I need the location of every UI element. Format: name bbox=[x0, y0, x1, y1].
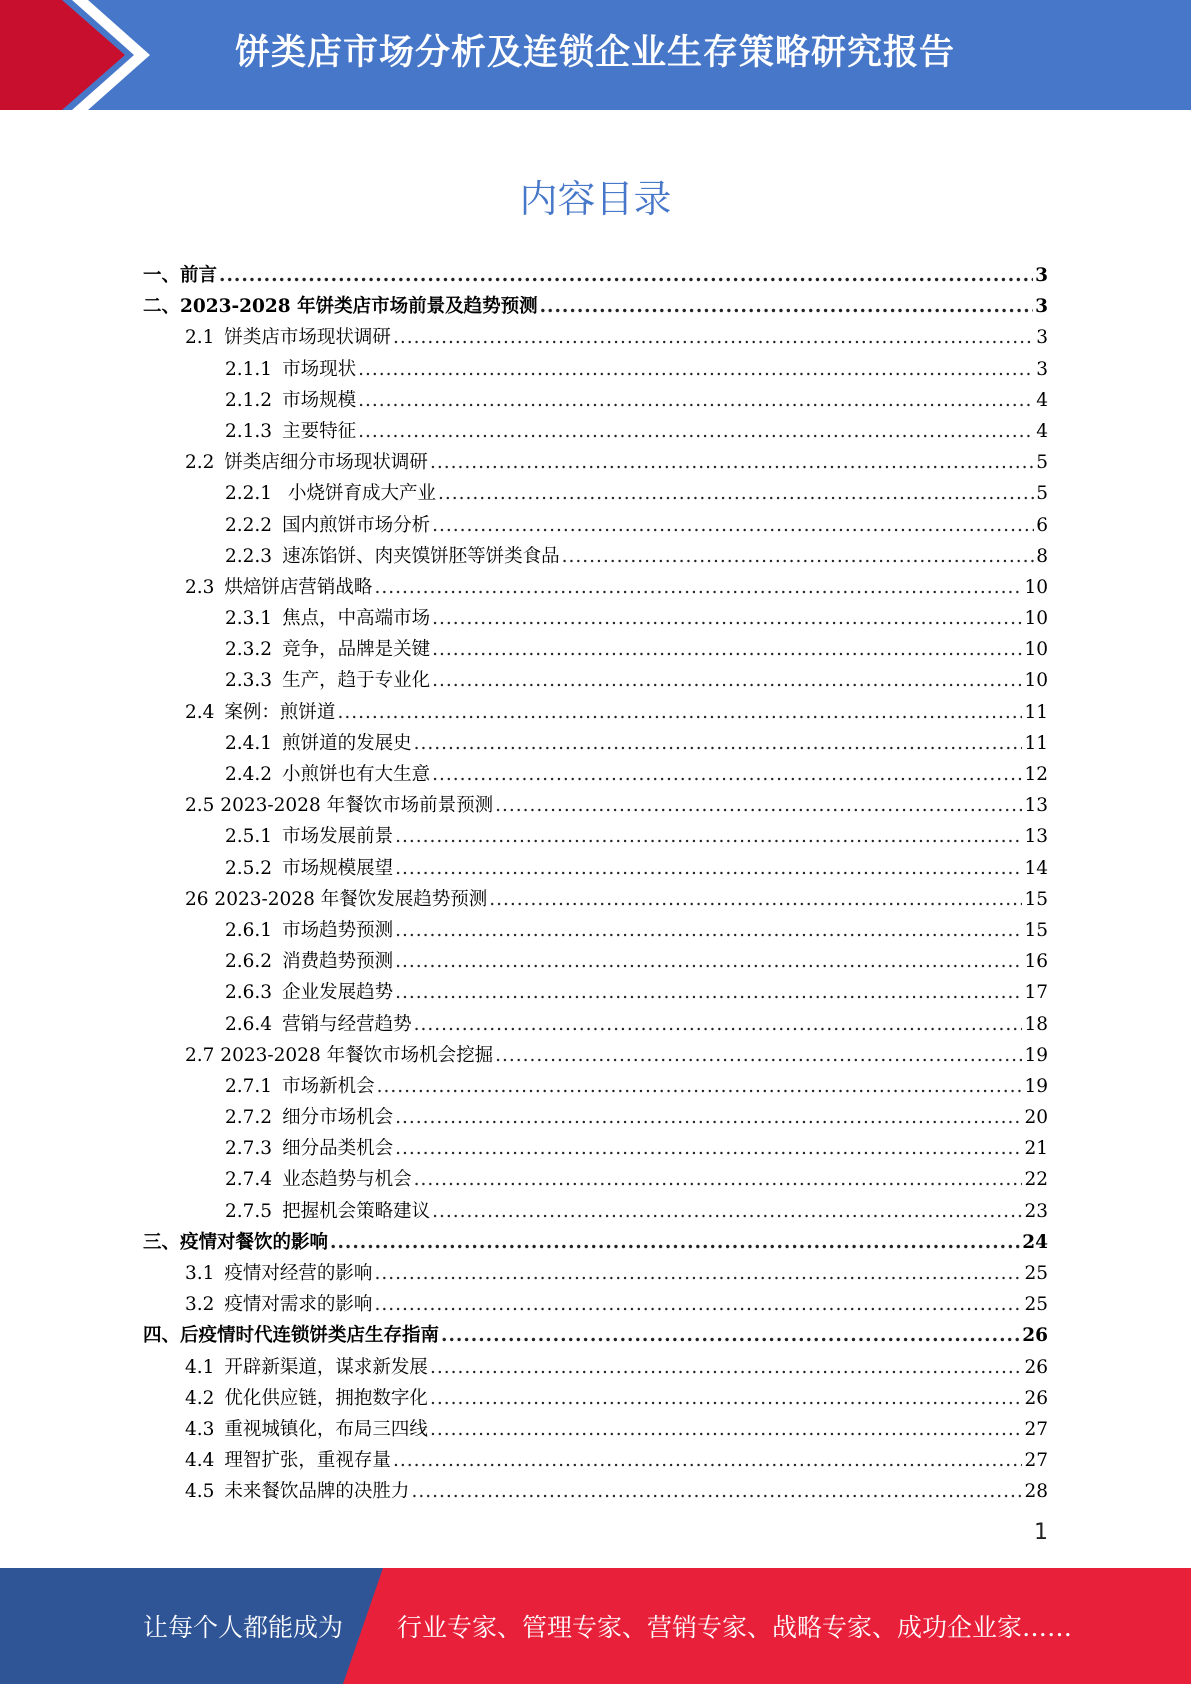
toc-dot-leader bbox=[330, 1232, 1020, 1253]
toc-entry-title bbox=[225, 760, 430, 786]
toc-entry-text: 市场新机会 bbox=[282, 1075, 375, 1097]
toc-entry-text: 市场规模 bbox=[282, 389, 357, 411]
toc-entry[interactable] bbox=[143, 1228, 1048, 1259]
toc-entry[interactable] bbox=[143, 1446, 1048, 1477]
toc-entry-title bbox=[185, 791, 493, 817]
toc-entry-title bbox=[225, 355, 356, 381]
toc-entry[interactable] bbox=[143, 822, 1048, 853]
toc-entry-number: 4.5 bbox=[185, 1481, 215, 1503]
toc-entry-number: 2.5.1 bbox=[225, 826, 273, 848]
toc-dot-leader bbox=[393, 327, 1034, 348]
toc-heading: 内容目录 bbox=[519, 177, 672, 221]
toc-dot-leader bbox=[358, 390, 1034, 411]
toc-entry-page: 19 bbox=[1024, 1075, 1048, 1097]
toc-entry-page: 19 bbox=[1024, 1044, 1048, 1066]
toc-entry-number: 2.7.5 bbox=[225, 1200, 273, 1222]
toc-entry-text: 26 2023-2028 年餐饮发展趋势预测 bbox=[185, 888, 488, 910]
toc-entry-title bbox=[185, 1446, 391, 1472]
toc-entry-text: 优化供应链，拥抱数字化 bbox=[224, 1387, 428, 1409]
toc-entry-title bbox=[185, 1290, 372, 1316]
toc-entry-number: 2.1.2 bbox=[225, 389, 273, 411]
toc-entry-title bbox=[185, 1259, 372, 1285]
toc-entry-text: 主要特征 bbox=[282, 420, 357, 442]
toc-entry-title bbox=[225, 417, 356, 443]
toc-entry-text: 焦点，中高端市场 bbox=[282, 608, 431, 630]
toc-entry-number: 2.6.2 bbox=[225, 951, 273, 973]
toc-entry-text: 市场趋势预测 bbox=[282, 919, 394, 941]
toc-entry-page: 21 bbox=[1024, 1138, 1048, 1160]
toc-entry-title bbox=[225, 666, 430, 692]
toc-entry-number: 2.2.1 bbox=[225, 483, 273, 505]
toc-dot-leader bbox=[438, 483, 1034, 504]
toc-entry-text: 开辟新渠道，谋求新发展 bbox=[224, 1356, 428, 1378]
toc-entry-number: 2.6.3 bbox=[225, 982, 273, 1004]
toc-entry-text: 细分品类机会 bbox=[282, 1138, 394, 1160]
toc-entry-page: 17 bbox=[1024, 982, 1048, 1004]
toc-entry-page: 26 bbox=[1024, 1387, 1048, 1409]
toc-entry-title bbox=[185, 323, 391, 349]
toc-entry-number: 2.5.2 bbox=[225, 857, 273, 879]
toc-entry[interactable] bbox=[143, 417, 1048, 448]
toc-entry-number: 2.3.3 bbox=[225, 670, 273, 692]
toc-dot-leader bbox=[414, 733, 1023, 754]
toc-dot-leader bbox=[540, 296, 1034, 317]
toc-entry-text: 二、2023-2028 年饼类店市场前景及趋势预测 bbox=[143, 296, 538, 318]
toc-entry-title bbox=[225, 947, 393, 973]
toc-dot-leader bbox=[562, 546, 1035, 567]
toc-entry[interactable] bbox=[143, 1134, 1048, 1165]
toc-entry[interactable] bbox=[143, 635, 1048, 666]
toc-entry[interactable] bbox=[143, 854, 1048, 885]
toc-entry-text: 把握机会策略建议 bbox=[282, 1200, 431, 1222]
toc-entry-title bbox=[225, 822, 393, 848]
toc-entry[interactable] bbox=[143, 1290, 1048, 1321]
toc-entry-title bbox=[225, 1103, 393, 1129]
toc-entry-number: 2.3 bbox=[185, 576, 215, 598]
toc-entry-page: 10 bbox=[1024, 608, 1048, 630]
toc-entry[interactable] bbox=[143, 261, 1048, 292]
toc-entry[interactable] bbox=[143, 1165, 1048, 1196]
toc-entry[interactable] bbox=[143, 760, 1048, 791]
toc-entry-title bbox=[143, 1228, 328, 1254]
toc-entry-title bbox=[185, 1353, 428, 1379]
footer-slogan-right: 行业专家、管理专家、营销专家、战略专家、成功企业家…… bbox=[397, 1613, 1073, 1642]
toc-entry-title bbox=[225, 854, 393, 880]
toc-entry-title bbox=[225, 978, 393, 1004]
toc-entry-text: 一、前言 bbox=[143, 265, 218, 286]
toc-entry-text: 案例：煎饼道 bbox=[224, 701, 336, 723]
toc-entry[interactable] bbox=[143, 292, 1048, 323]
toc-dot-leader bbox=[414, 1014, 1023, 1035]
footer-slogan-left: 让每个人都能成为 bbox=[143, 1613, 344, 1642]
toc-entry-number: 2.3.2 bbox=[225, 639, 273, 661]
toc-entry-title bbox=[185, 885, 487, 911]
toc-entry[interactable] bbox=[143, 1072, 1048, 1103]
toc-entry-page: 10 bbox=[1024, 670, 1048, 692]
toc-entry[interactable] bbox=[143, 448, 1048, 479]
toc-entry-number: 2.6.1 bbox=[225, 919, 273, 941]
toc-entry-number: 4.2 bbox=[185, 1387, 215, 1409]
toc-entry-text: 小煎饼也有大生意 bbox=[282, 764, 431, 785]
toc-entry-title bbox=[225, 916, 393, 942]
header-arrow-graphic bbox=[0, 0, 160, 110]
toc-entry-title bbox=[185, 573, 372, 599]
toc-entry-text: 饼类店市场现状调研 bbox=[224, 327, 391, 349]
report-title: 饼类店市场分析及连锁企业生存策略研究报告 bbox=[234, 33, 955, 73]
toc-entry-page: 5 bbox=[1036, 452, 1048, 474]
toc-dot-leader bbox=[374, 1263, 1022, 1284]
toc-entry-page: 3 bbox=[1036, 358, 1048, 380]
toc-entry-number: 2.7.4 bbox=[225, 1169, 273, 1191]
toc-entry-number: 2.4 bbox=[185, 701, 215, 723]
toc-entry[interactable] bbox=[143, 1259, 1048, 1290]
toc-entry[interactable] bbox=[143, 479, 1048, 510]
toc-dot-leader bbox=[432, 764, 1022, 785]
toc-entry-title bbox=[225, 1010, 412, 1036]
toc-entry-number: 2.2.2 bbox=[225, 514, 273, 536]
toc-entry[interactable] bbox=[143, 978, 1048, 1009]
toc-entry-page: 13 bbox=[1024, 826, 1048, 848]
toc-entry-title bbox=[225, 635, 430, 661]
toc-entry-number: 3.1 bbox=[185, 1263, 215, 1284]
toc-dot-leader bbox=[430, 1357, 1023, 1378]
toc-entry-text: 疫情对需求的影响 bbox=[224, 1294, 373, 1316]
toc-entry-page: 6 bbox=[1036, 514, 1048, 536]
toc-entry-text: 理智扩张，重视存量 bbox=[224, 1450, 391, 1472]
toc-entry-text: 速冻馅饼、肉夹馍饼胚等饼类食品 bbox=[282, 545, 560, 567]
toc-dot-leader bbox=[358, 359, 1034, 380]
toc-entry-page: 23 bbox=[1024, 1200, 1048, 1222]
toc-entry-text: 业态趋势与机会 bbox=[282, 1169, 412, 1191]
toc-entry[interactable] bbox=[143, 729, 1048, 760]
toc-entry[interactable] bbox=[143, 542, 1048, 573]
toc-entry-title bbox=[225, 1165, 412, 1191]
toc-entry-title bbox=[143, 292, 538, 318]
toc-dot-leader bbox=[430, 452, 1034, 473]
toc-entry-page: 3 bbox=[1035, 265, 1048, 286]
toc-entry-number: 4.1 bbox=[185, 1356, 215, 1378]
toc-entry-text: 市场发展前景 bbox=[282, 826, 394, 848]
toc-entry[interactable] bbox=[143, 666, 1048, 697]
toc-entry-page: 15 bbox=[1024, 888, 1048, 910]
toc-entry-title bbox=[225, 542, 560, 568]
toc-entry-text: 细分市场机会 bbox=[282, 1107, 394, 1129]
toc-dot-leader bbox=[395, 920, 1022, 941]
toc-entry-page: 14 bbox=[1024, 857, 1048, 879]
toc-entry[interactable] bbox=[143, 323, 1048, 354]
toc-entry[interactable] bbox=[143, 947, 1048, 978]
toc-entry-text: 市场现状 bbox=[282, 358, 357, 380]
toc-dot-leader bbox=[432, 515, 1034, 536]
toc-dot-leader bbox=[495, 795, 1022, 816]
toc-entry-text: 饼类店细分市场现状调研 bbox=[224, 452, 428, 474]
toc-entry-text: 2.5 2023-2028 年餐饮市场前景预测 bbox=[185, 795, 494, 817]
toc-entry-page: 4 bbox=[1036, 420, 1048, 442]
toc-entry-page: 11 bbox=[1024, 701, 1048, 723]
toc-entry-page: 11 bbox=[1024, 732, 1048, 754]
toc-entry-title bbox=[185, 698, 335, 724]
toc-entry-page: 20 bbox=[1024, 1107, 1048, 1129]
toc-dot-leader bbox=[219, 265, 1033, 286]
toc-entry-page: 18 bbox=[1024, 1013, 1048, 1035]
footer-banner bbox=[0, 1568, 1191, 1684]
toc-entry-title bbox=[225, 1197, 430, 1223]
toc-dot-leader bbox=[395, 982, 1022, 1003]
toc-entry-title bbox=[225, 604, 430, 630]
toc-entry-title bbox=[185, 1415, 428, 1441]
toc-dot-leader bbox=[495, 1045, 1022, 1066]
toc-entry-number: 2.1.3 bbox=[225, 420, 273, 442]
toc-entry-number: 2.4.2 bbox=[225, 764, 273, 785]
toc-entry-page: 27 bbox=[1024, 1450, 1048, 1472]
toc-dot-leader bbox=[358, 421, 1034, 442]
toc-entry-page: 25 bbox=[1024, 1263, 1048, 1284]
toc-entry[interactable] bbox=[143, 1041, 1048, 1072]
toc-entry-text: 三、疫情对餐饮的影响 bbox=[143, 1231, 329, 1253]
toc-entry-number: 2.7.1 bbox=[225, 1075, 273, 1097]
toc-entry-number: 2.3.1 bbox=[225, 608, 273, 630]
toc-entry[interactable] bbox=[143, 355, 1048, 386]
toc-entry-text: 煎饼道的发展史 bbox=[282, 732, 412, 754]
toc-entry-text: 国内煎饼市场分析 bbox=[282, 514, 431, 536]
toc-dot-leader bbox=[430, 1388, 1023, 1409]
toc-entry[interactable] bbox=[143, 604, 1048, 635]
toc-entry[interactable] bbox=[143, 791, 1048, 822]
toc-entry-text: 烘焙饼店营销战略 bbox=[224, 576, 373, 598]
toc-dot-leader bbox=[430, 1419, 1023, 1440]
toc-entry-page: 10 bbox=[1024, 576, 1048, 598]
toc-entry[interactable] bbox=[143, 1321, 1048, 1352]
toc-entry[interactable] bbox=[143, 1103, 1048, 1134]
toc-entry-text: 未来餐饮品牌的决胜力 bbox=[224, 1481, 410, 1503]
toc-entry-page: 26 bbox=[1022, 1325, 1048, 1347]
toc-entry-page: 12 bbox=[1024, 764, 1048, 785]
toc-entry[interactable] bbox=[143, 885, 1048, 916]
toc-entry-text: 小烧饼育成大产业 bbox=[282, 483, 436, 505]
toc-dot-leader bbox=[489, 889, 1022, 910]
toc-entry-number: 2.7.3 bbox=[225, 1138, 273, 1160]
toc-entry-page: 13 bbox=[1024, 795, 1048, 817]
toc-entry-text: 营销与经营趋势 bbox=[282, 1013, 412, 1035]
toc-entry[interactable] bbox=[143, 698, 1048, 729]
toc-dot-leader bbox=[441, 1325, 1020, 1346]
toc-dot-leader bbox=[395, 1138, 1022, 1159]
toc-entry-title bbox=[225, 729, 412, 755]
toc-dot-leader bbox=[395, 826, 1022, 847]
toc-entry-text: 疫情对经营的影响 bbox=[224, 1263, 373, 1284]
toc-entry-title bbox=[225, 1072, 375, 1098]
toc-entry-title bbox=[225, 386, 356, 412]
toc-entry-page: 3 bbox=[1036, 327, 1048, 349]
toc-dot-leader bbox=[432, 670, 1022, 691]
toc-entry-page: 15 bbox=[1024, 919, 1048, 941]
toc-entry-text: 市场规模展望 bbox=[282, 857, 394, 879]
toc-entry-page: 16 bbox=[1024, 951, 1048, 973]
toc-entry-title bbox=[225, 1134, 393, 1160]
toc-entry-number: 2.6.4 bbox=[225, 1013, 273, 1035]
header-banner bbox=[0, 0, 1191, 110]
toc-entry-text: 四、后疫情时代连锁饼类店生存指南 bbox=[143, 1325, 440, 1347]
toc-dot-leader bbox=[377, 1076, 1023, 1097]
toc-entry-page: 27 bbox=[1024, 1418, 1048, 1440]
toc-entry[interactable] bbox=[143, 1415, 1048, 1446]
toc-entry-text: 重视城镇化，布局三四线 bbox=[224, 1418, 428, 1440]
toc-dot-leader bbox=[395, 858, 1022, 879]
toc-entry-number: 2.4.1 bbox=[225, 732, 273, 754]
toc-entry-number: 2.2 bbox=[185, 452, 215, 474]
toc-entry[interactable] bbox=[143, 1010, 1048, 1041]
toc-entry-number: 4.3 bbox=[185, 1418, 215, 1440]
toc-entry[interactable] bbox=[143, 1197, 1048, 1228]
toc-entry-title bbox=[185, 448, 428, 474]
toc-dot-leader bbox=[432, 608, 1022, 629]
toc-entry-number: 2.2.3 bbox=[225, 545, 273, 567]
toc-entry-title bbox=[143, 261, 217, 287]
toc-dot-leader bbox=[414, 1169, 1023, 1190]
toc-entry-title bbox=[185, 1477, 409, 1503]
toc-entry-number: 4.4 bbox=[185, 1450, 215, 1472]
toc-entry[interactable] bbox=[143, 386, 1048, 417]
toc-entry-page: 26 bbox=[1024, 1356, 1048, 1378]
toc-entry[interactable] bbox=[143, 511, 1048, 542]
toc-entry[interactable] bbox=[143, 1477, 1048, 1508]
toc-entry-title bbox=[225, 479, 436, 505]
toc-entry-page: 10 bbox=[1024, 639, 1048, 661]
toc-dot-leader bbox=[374, 577, 1022, 598]
toc-entry[interactable] bbox=[143, 1353, 1048, 1384]
toc-entry[interactable] bbox=[143, 1384, 1048, 1415]
toc-entry-page: 5 bbox=[1036, 483, 1048, 505]
toc-entry-page: 4 bbox=[1036, 389, 1048, 411]
toc-dot-leader bbox=[411, 1481, 1022, 1502]
toc-entry-title bbox=[225, 511, 430, 537]
toc-entry-page: 22 bbox=[1024, 1169, 1048, 1191]
toc-entry-page: 25 bbox=[1024, 1294, 1048, 1316]
toc-dot-leader bbox=[337, 702, 1022, 723]
toc-entry-text: 竞争，品牌是关键 bbox=[282, 639, 431, 661]
toc-entry-title bbox=[143, 1321, 439, 1347]
toc-entry[interactable] bbox=[143, 916, 1048, 947]
toc-entry-number: 2.1 bbox=[185, 327, 215, 349]
toc-entry-page: 3 bbox=[1035, 296, 1048, 318]
toc-entry[interactable] bbox=[143, 573, 1048, 604]
toc-dot-leader bbox=[395, 951, 1022, 972]
toc-entry-number: 2.7.2 bbox=[225, 1107, 273, 1129]
toc-entry-text: 生产，趋于专业化 bbox=[282, 670, 431, 692]
toc-dot-leader bbox=[393, 1450, 1023, 1471]
toc-entry-text: 企业发展趋势 bbox=[282, 982, 394, 1004]
toc-entry-number: 3.2 bbox=[185, 1294, 215, 1316]
toc-entry-text: 2.7 2023-2028 年餐饮市场机会挖掘 bbox=[185, 1044, 494, 1066]
toc-entry-text: 消费趋势预测 bbox=[282, 951, 394, 973]
toc-dot-leader bbox=[432, 1201, 1022, 1222]
toc-entry-title bbox=[185, 1384, 428, 1410]
toc-entry-page: 8 bbox=[1036, 545, 1048, 567]
toc-entry-page: 24 bbox=[1022, 1231, 1048, 1253]
toc-entry-number: 2.1.1 bbox=[225, 358, 273, 380]
toc-dot-leader bbox=[395, 1107, 1022, 1128]
table-of-contents bbox=[143, 261, 1048, 1509]
toc-entry-title bbox=[185, 1041, 493, 1067]
toc-dot-leader bbox=[432, 639, 1022, 660]
toc-entry-page: 28 bbox=[1024, 1481, 1048, 1503]
page-number: 1 bbox=[1034, 1520, 1048, 1545]
toc-dot-leader bbox=[374, 1294, 1022, 1315]
